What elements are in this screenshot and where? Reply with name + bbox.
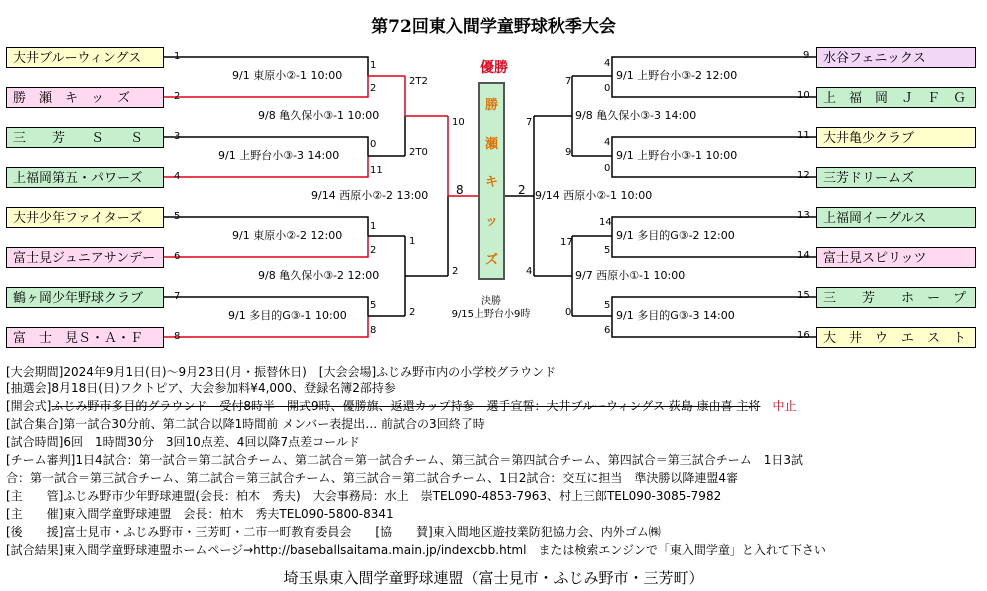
game-label: 9/1 東原小②-1 10:00 (232, 69, 343, 82)
seed-number: 15 (797, 290, 810, 301)
seed-number: 12 (797, 170, 810, 181)
team-right-12: 三芳ドリームズ (816, 167, 976, 188)
final-label: 決勝 (481, 296, 501, 307)
team-left-8: 富 士 見Ｓ・Ａ・Ｆ (6, 327, 164, 348)
score: 0 (370, 139, 377, 150)
seed-number: 13 (797, 210, 810, 221)
seed-number: 14 (797, 250, 810, 261)
score: 2 (370, 83, 377, 94)
info-line: [チーム審判]1日4試合：第一試合＝第二試合チーム、第二試合＝第一試合チーム、第三試合＝第四試合チーム、第四試合＝第三試合チーム 1日3試 (6, 453, 803, 467)
score: 0 (604, 163, 611, 174)
score: 17 (560, 237, 573, 248)
champion-char: 勝 (484, 97, 498, 113)
info-line: 合：第一試合＝第三試合チーム、第二試合＝第三試合チーム、第三試合＝第二試合チーム、1日2試合：交互に担当 準決勝以降連盟4審 (6, 471, 738, 485)
info-line-opening (6, 398, 796, 414)
score: 4 (526, 266, 533, 277)
seed-number: 16 (797, 330, 810, 341)
score: 7 (526, 117, 533, 128)
score: 2 (452, 266, 459, 277)
score: 5 (604, 245, 611, 256)
info-line: [主 管]ふじみ野市少年野球連盟(会長：柏木 秀夫) 大会事務局：水上 崇TEL090-4853-7963、村上三郎TEL090-3085-7982 (6, 489, 722, 503)
info-line: [主 催]東入間学童野球連盟 会長：柏木 秀夫TEL090-5800-8341 (6, 507, 394, 521)
score: 1 (370, 221, 377, 232)
opening-cancelled-note: 中止 (772, 399, 797, 413)
score: 6 (604, 325, 611, 336)
score: 9 (565, 147, 572, 158)
champion-char: 瀬 (484, 136, 498, 152)
score: 10 (452, 117, 465, 128)
score: 4 (604, 137, 611, 148)
champion-box (478, 82, 505, 280)
game-label: 9/8 亀久保小③-3 14:00 (575, 109, 697, 122)
footer-organizer: 埼玉県東入間学童野球連盟（富士見市・ふじみ野市・三芳町） (283, 569, 704, 587)
score-final-right: 2 (518, 183, 526, 197)
seed-number: 11 (797, 130, 810, 141)
info-line: [試合結果]東入間学童野球連盟ホームページ→http://baseballsaitama.main.jp/indexcbb.html または検索エンジンで「東入間学童」と入れて下さい (6, 543, 826, 557)
final-game: 9/15上野台小9時 (451, 309, 531, 320)
champion-char: ズ (484, 253, 498, 269)
seed-number: 5 (174, 211, 181, 222)
game-label: 9/1 多目的G③-2 12:00 (616, 229, 735, 242)
score: 0 (565, 307, 572, 318)
team-left-2: 勝 瀬 キ ッ ズ (6, 87, 164, 108)
champion-label: 優勝 (480, 60, 508, 76)
game-label: 9/1 上野台小③-3 14:00 (218, 149, 340, 162)
team-right-11: 大井亀少クラブ (816, 127, 976, 148)
team-left-6: 富士見ジュニアサンデー (6, 247, 164, 268)
team-right-10: 上 福 岡 Ｊ Ｆ Ｇ (816, 87, 976, 108)
score: 2 (370, 245, 377, 256)
game-label: 9/7 西原小①-1 10:00 (575, 269, 686, 282)
score: 14 (599, 217, 612, 228)
seed-number: 6 (174, 251, 181, 262)
opening-struck-text: ふじみ野市多目的グラウンド 受付8時半 開式9時、優勝旗、返還カップ持参 選手宣誓：大井ブルーウィングス 荻島 康由喜 主将 (51, 399, 761, 413)
champion-char: ッ (484, 214, 498, 230)
score: 1 (370, 60, 377, 71)
game-label: 9/1 多目的G③-3 14:00 (616, 309, 735, 322)
seed-number: 3 (174, 131, 181, 142)
team-left-5: 大井少年ファイターズ (6, 207, 164, 228)
game-label: 9/8 亀久保小③-2 12:00 (258, 269, 380, 282)
score: 8 (370, 325, 377, 336)
page-title: 第72回東入間学童野球秋季大会 (371, 17, 616, 37)
game-label: 9/1 多目的G③-1 10:00 (228, 309, 347, 322)
score: 2T0 (409, 147, 428, 158)
info-line: [試合集合]第一試合30分前、第二試合以降1時間前 メンバー表提出… 前試合の3回終了時 (6, 417, 485, 431)
game-label: 9/14 西原小②-1 10:00 (535, 189, 653, 202)
game-label: 9/8 亀久保小③-1 10:00 (258, 109, 380, 122)
score: 1 (409, 236, 416, 247)
score: 5 (370, 300, 377, 311)
info-line: [抽選会]8月18日(日)フクトピア、大会参加料¥4,000、登録名簿2部持参 (6, 381, 396, 395)
score: 5 (604, 300, 611, 311)
score: 4 (604, 58, 611, 69)
seed-number: 8 (174, 331, 181, 342)
team-right-9: 水谷フェニックス (816, 47, 976, 68)
champion-char: キ (484, 175, 498, 191)
team-right-16: 大 井 ウ エ ス ト (816, 327, 976, 348)
team-right-15: 三 芳 ホ ー プ (816, 287, 976, 308)
team-left-4: 上福岡第五・パワーズ (6, 167, 164, 188)
seed-number: 2 (174, 91, 181, 102)
team-left-3: 三 芳 Ｓ Ｓ (6, 127, 164, 148)
game-label: 9/1 上野台小③-2 12:00 (616, 69, 738, 82)
score: 2T2 (409, 76, 428, 87)
team-right-13: 上福岡イーグルス (816, 207, 976, 228)
score: 7 (565, 76, 572, 87)
game-label: 9/1 東原小②-2 12:00 (232, 229, 343, 242)
info-line: [試合時間]6回 1時間30分 3回10点差、4回以降7点差コールド (6, 435, 360, 449)
team-right-14: 富士見スピリッツ (816, 247, 976, 268)
score: 2 (409, 307, 416, 318)
opening-label: [開会式] (6, 399, 52, 413)
score: 11 (370, 165, 383, 176)
seed-number: 4 (174, 171, 181, 182)
seed-number: 1 (174, 51, 181, 62)
seed-number: 10 (797, 90, 810, 101)
game-label: 9/1 上野台小③-1 10:00 (616, 149, 738, 162)
score-final-left: 8 (456, 183, 464, 197)
info-line: [大会期間]2024年9月1日(日)～9月23日(月・振替休日) [大会会場]ふじみ野市内の小学校グラウンド (6, 365, 557, 379)
seed-number: 7 (174, 291, 181, 302)
info-line: [後 援]富士見市・ふじみ野市・三芳町・二市一町教育委員会 [協 賛]東入間地区遊技業防犯協力会、内外ゴム㈱ (6, 525, 661, 539)
final-info (436, 295, 546, 321)
seed-number: 9 (803, 50, 810, 61)
score: 0 (604, 83, 611, 94)
team-left-7: 鶴ヶ岡少年野球クラブ (6, 287, 164, 308)
game-label: 9/14 西原小②-2 13:00 (311, 189, 429, 202)
team-left-1: 大井ブルーウィングス (6, 47, 164, 68)
